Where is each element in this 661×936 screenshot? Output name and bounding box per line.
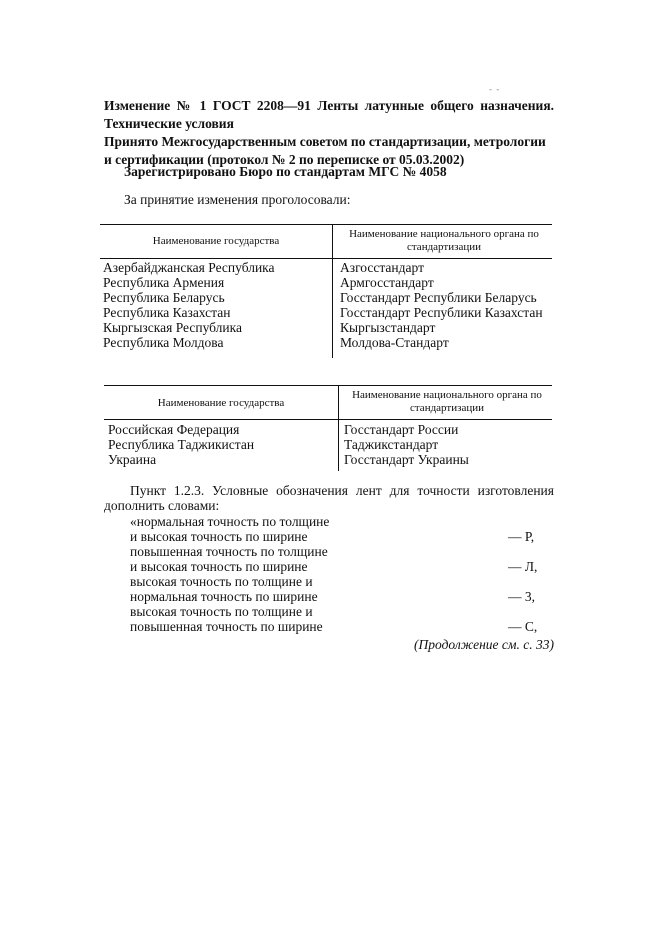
table-row-state: Республика Армения [103, 275, 225, 290]
voting-table-1 [100, 224, 552, 360]
table-header-rule [104, 419, 552, 420]
designation-code: — С, [508, 619, 538, 634]
designation-line: «нормальная точность по толщине [130, 514, 330, 529]
table-row-body: Молдова-Стандарт [340, 335, 449, 350]
column-header-body: Наименование национального органа по стандартизации [352, 389, 542, 414]
table-row-body: Таджикстандарт [344, 437, 439, 452]
amendment-text-line: дополнить словами: [104, 498, 220, 513]
table-row-body: Азгосстандарт [340, 260, 424, 275]
table-row-state: Кыргызская Республика [103, 320, 242, 335]
adoption-statement: Принято Межгосударственным советом по стандартизации, метрологии и сертификации (протокол № 2 по переписке от 05.03.2002) [104, 134, 546, 167]
designation-line: высокая точность по толщине и [130, 574, 313, 589]
designation-line: повышенная точность по ширине [130, 619, 323, 634]
table-row-state: Украина [108, 452, 157, 467]
designation-code: — 3, [508, 589, 535, 604]
column-header-state: Наименование государства [157, 397, 285, 409]
designation-code: — Р, [508, 529, 535, 544]
table-row-body: Госстандарт Республики Беларусь [340, 290, 537, 305]
registration-statement: Зарегистрировано Бюро по стандартам МГС № 4058 [124, 164, 447, 179]
page-mark: - - [489, 84, 501, 94]
table-row-body: Госстандарт России [344, 422, 459, 437]
designation-line: высокая точность по толщине и [130, 604, 313, 619]
designation-code: — Л, [508, 559, 538, 574]
column-header-body: Наименование национального органа по стандартизации [349, 228, 539, 253]
designation-line: и высокая точность по ширине [130, 559, 308, 574]
table-row-state: Республика Молдова [103, 335, 224, 350]
table-header-rule [100, 258, 552, 259]
designation-line: повышенная точность по толщине [130, 544, 328, 559]
table-row-body: Кыргызстандарт [340, 320, 436, 335]
vote-intro: За принятие изменения проголосовали: [124, 192, 351, 207]
table-row-state: Республика Таджикистан [108, 437, 255, 452]
designation-line: и высокая точность по ширине [130, 529, 308, 544]
amendment-paragraph [104, 483, 554, 513]
designation-line: нормальная точность по ширине [130, 589, 318, 604]
table-top-rule [104, 385, 552, 386]
table-top-rule [100, 224, 552, 225]
table-row-body: Армгосстандарт [340, 275, 434, 290]
table-row-state: Республика Казахстан [103, 305, 231, 320]
voting-table-2 [104, 385, 552, 471]
change-title: Изменение № 1 ГОСТ 2208—91 Ленты латунные общего назначения. Технические условия [104, 98, 554, 131]
column-header-state: Наименование государства [152, 235, 280, 247]
table-row-state: Российская Федерация [108, 422, 240, 437]
table-row-state: Республика Беларусь [103, 290, 225, 305]
table-row-body: Госстандарт Республики Казахстан [340, 305, 543, 320]
table-column-divider [338, 385, 339, 471]
table-row-state: Азербайджанская Республика [103, 260, 275, 275]
continuation-note: (Продолжение см. с. 33) [414, 637, 554, 652]
amendment-text-line: Пункт 1.2.3. Условные обозначения лент для точности изготовления [130, 483, 554, 498]
table-column-divider [332, 224, 333, 358]
table-row-body: Госстандарт Украины [344, 452, 469, 467]
